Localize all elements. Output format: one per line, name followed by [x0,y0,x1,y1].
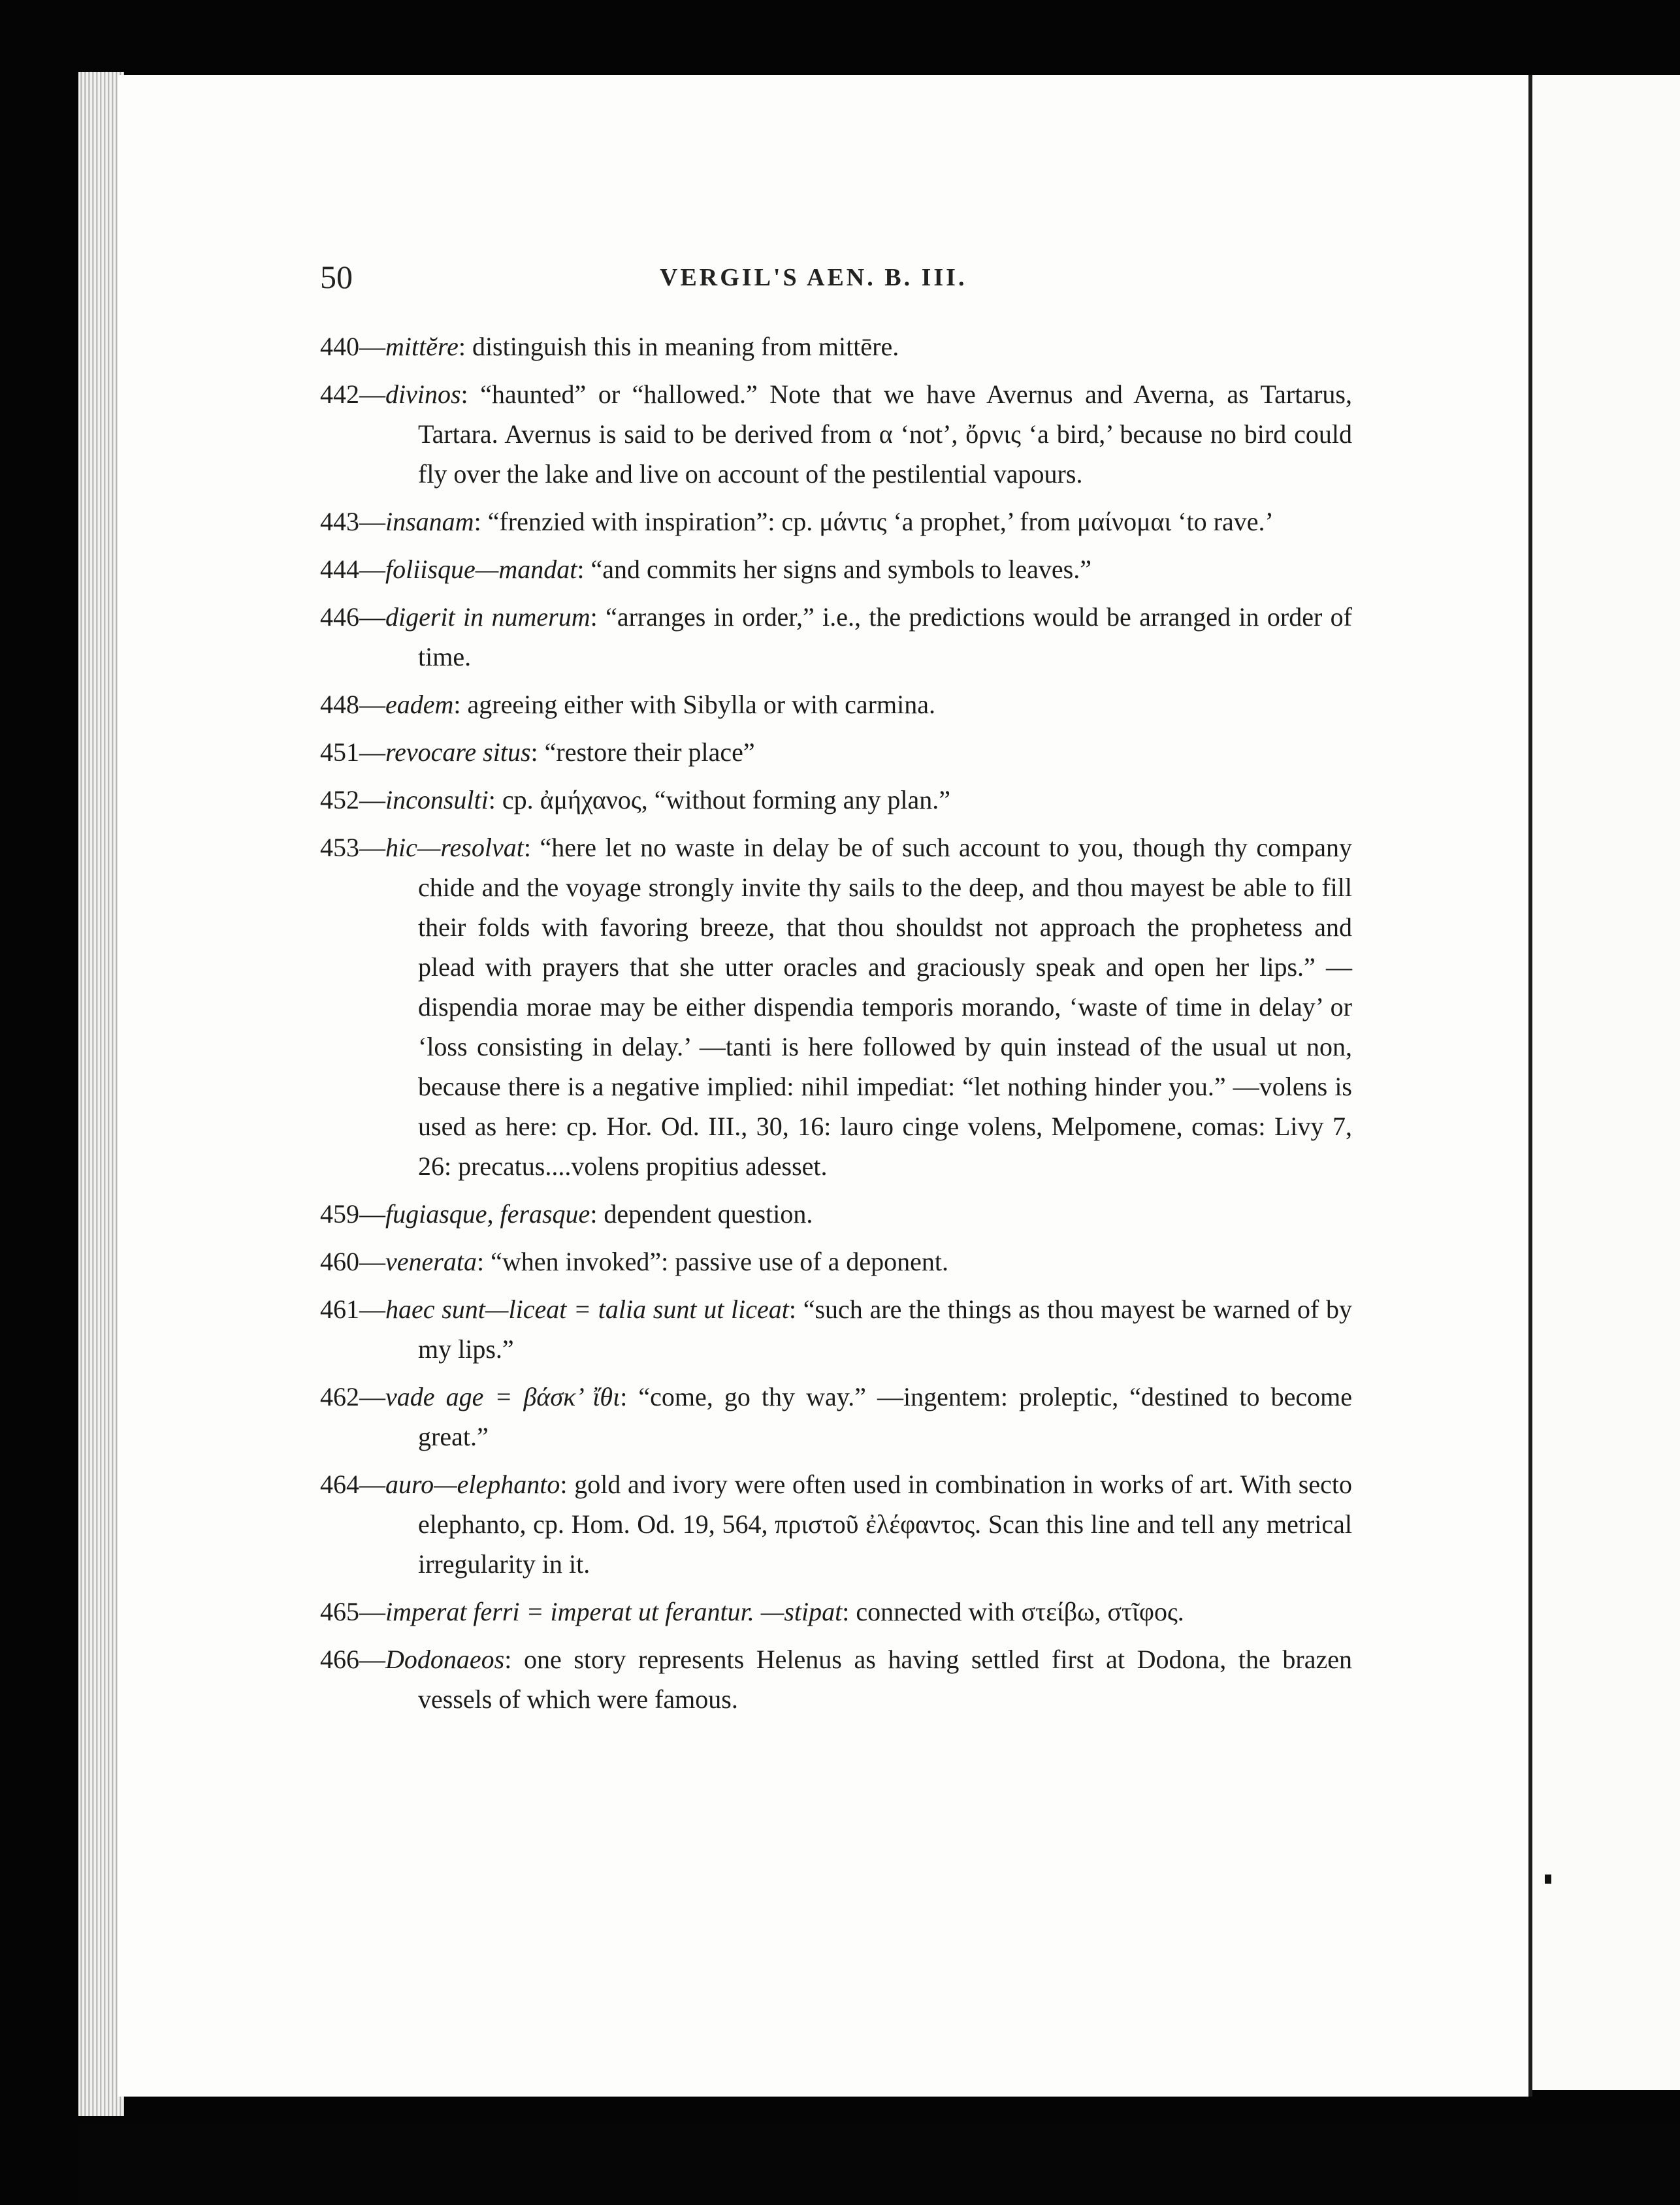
lemma: venerata [385,1247,477,1276]
lemma: divinos [385,379,461,409]
line-number: 460— [320,1247,385,1276]
line-number: 461— [320,1295,385,1324]
note-text: : “restore their place” [530,737,755,767]
note-text: : dependent question. [590,1199,813,1229]
note-text: : “here let no waste in delay be of such account to you, though thy company chide and the voyage strongly invite thy sails to the deep, and thou mayest be able to fill their folds with favoring breeze, that thou shouldst not approach the prophetess and plead with prayers that she utter oracles and graciously speak and open her lips.” —dispendia morae may be either dispendia temporis morando, ‘waste of time in delay’ or ‘loss consisting in delay.’ —tanti is here followed by quin instead of the usual ut non, because there is a negative implied: nihil impediat: “let nothing hinder you.” —volens is used as here: cp. Hor. Od. III., 30, 16: lauro cinge volens, Melpomene, comas: Livy 7, 26: precatus....volens propitius adesset. [418,833,1352,1181]
line-number: 442— [320,379,385,409]
note-entry [320,1639,1352,1719]
note-text: : connected with στείβω, στῖφος. [842,1597,1184,1626]
lemma: haec sunt—liceat = talia sunt ut liceat [385,1295,789,1324]
running-head: VERGIL'S AEN. B. III. [660,264,967,291]
note-text: : agreeing either with Sibylla or with carmina. [453,690,935,719]
lemma: foliisque—mandat [385,555,577,584]
lemma: imperat ferri = imperat ut ferantur. —stipat [385,1597,843,1626]
line-number: 452— [320,785,385,814]
note-entry [320,732,1352,772]
line-number: 443— [320,507,385,536]
line-number: 446— [320,602,385,632]
note-entry [320,780,1352,820]
line-number: 465— [320,1597,385,1626]
note-entry [320,502,1352,541]
note-entry [320,1194,1352,1234]
commentary-body [320,327,1352,1727]
lemma: mittĕre [385,332,459,361]
note-text: : “haunted” or “hallowed.” Note that we have Avernus and Averna, as Tartarus, Tartara. Avernus is said to be derived from α ‘not’, ὄρνις ‘a bird,’ because no bird could fly over the lake and live on account of the pestilential vapours. [418,379,1352,489]
note-entry [320,1464,1352,1584]
note-text: : “arranges in order,” i.e., the predictions would be arranged in order of time. [418,602,1352,671]
note-entry [320,1242,1352,1281]
note-text: : gold and ivory were often used in combination in works of art. With secto elephanto, cp. Hom. Od. 19, 564, πριστοῦ ἐλέφαντος. Scan this line and tell any metrical irregularity in it. [418,1470,1352,1579]
line-number: 451— [320,737,385,767]
lemma: vade age = βάσκ’ ἴθι [385,1382,621,1411]
lemma: eadem [385,690,454,719]
line-number: 464— [320,1470,385,1499]
line-number: 448— [320,690,385,719]
scan-background [78,2123,1680,2205]
note-text: : “such are the things as thou mayest be warned of by my lips.” [418,1295,1352,1364]
lemma: insanam [385,507,474,536]
facing-page [1532,75,1680,2090]
line-number: 462— [320,1382,385,1411]
note-text: : “come, go thy way.” —ingentem: proleptic, “destined to become great.” [418,1382,1352,1451]
line-number: 466— [320,1645,385,1674]
note-text: : cp. ἀμήχανος, “without forming any plan.” [488,785,950,814]
line-number: 444— [320,555,385,584]
note-entry [320,1592,1352,1632]
lemma: auro—elephanto [385,1470,560,1499]
note-entry [320,828,1352,1186]
lemma: inconsulti [385,785,489,814]
note-text: : “frenzied with inspiration”: cp. μάντις ‘a prophet,’ from μαίνομαι ‘to rave.’ [474,507,1274,536]
note-entry [320,1377,1352,1457]
lemma: digerit in numerum [385,602,590,632]
note-text: : “and commits her signs and symbols to leaves.” [577,555,1091,584]
note-entry [320,374,1352,494]
lemma: revocare situs [385,737,531,767]
lemma: Dodonaeos [385,1645,505,1674]
note-text: : “when invoked”: passive use of a deponent. [476,1247,948,1276]
note-entry [320,1289,1352,1369]
line-number: 453— [320,833,385,862]
note-entry [320,597,1352,677]
page-number: 50 [320,259,353,295]
line-number: 440— [320,332,385,361]
note-text: : distinguish this in meaning from mittēre. [458,332,899,361]
note-entry [320,327,1352,366]
lemma: hic—resolvat [385,833,524,862]
lemma: fugiasque, ferasque [385,1199,590,1229]
note-entry [320,684,1352,724]
note-entry [320,549,1352,589]
note-text: : one story represents Helenus as having settled first at Dodona, the brazen vessels of which were famous. [418,1645,1352,1714]
line-number: 459— [320,1199,385,1229]
margin-mark [1545,1875,1551,1884]
page-header [320,258,1339,297]
